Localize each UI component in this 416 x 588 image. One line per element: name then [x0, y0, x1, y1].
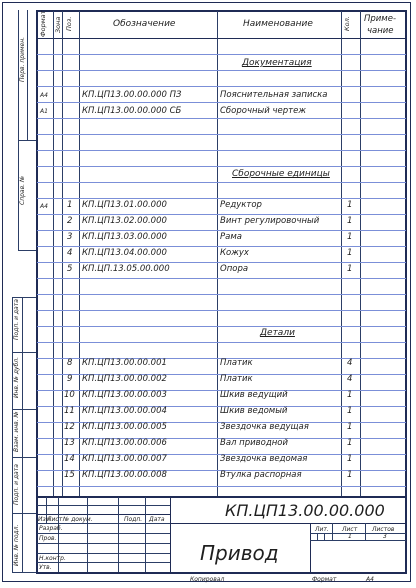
part-row-5-qty: 1	[347, 422, 353, 432]
stamp-col-ndokum	[87, 497, 88, 572]
lit-label: Лит.	[315, 526, 329, 533]
side-strip-bottom	[12, 572, 36, 573]
row-line	[37, 102, 406, 103]
section-parts: Детали	[260, 328, 295, 338]
stamp-label-ndokum: № докум.	[63, 516, 93, 523]
row-line	[37, 118, 406, 119]
part-row-1-qty: 4	[347, 358, 353, 368]
row-line	[37, 230, 406, 231]
part-row-1-name: Платик	[220, 358, 253, 368]
doc-title: Привод	[200, 541, 279, 565]
row-line	[37, 166, 406, 167]
asm-row-1-designation: КП.ЦП13.01.00.000	[82, 200, 167, 210]
side-strip-sep-1	[12, 352, 36, 353]
side-label-inv-podl: Инв. № подл.	[13, 524, 20, 566]
side-strip-upper-bottom	[18, 140, 36, 141]
side-strip-lower-mid	[22, 297, 23, 573]
stamp-row-1	[37, 523, 170, 524]
list-value: 1	[348, 533, 352, 540]
lit-box-values	[310, 540, 406, 541]
row-line	[37, 310, 406, 311]
side-strip-sep-4	[12, 513, 36, 514]
lit-box-left	[310, 523, 311, 573]
asm-row-4-name: Кожух	[220, 248, 249, 258]
doc-row-1-name: Пояснительная записка	[220, 90, 328, 100]
asm-row-1-name: Редуктор	[220, 200, 262, 210]
title-block-stamp-head	[37, 514, 170, 515]
col-line-format	[53, 11, 54, 496]
asm-row-2-name: Винт регулировочный	[220, 216, 320, 226]
sheet-edge-right	[410, 2, 411, 582]
title-block-top	[37, 496, 406, 498]
part-row-4-name: Шкив ведомый	[220, 406, 288, 416]
asm-row-2-designation: КП.ЦП13.02.00.000	[82, 216, 167, 226]
frame-left	[36, 10, 38, 573]
side-strip-upper-mid	[27, 10, 28, 140]
section-assemblies: Сборочные единицы	[232, 169, 330, 179]
row-line	[37, 262, 406, 263]
header-designation: Обозначение	[113, 19, 176, 29]
asm-row-3-qty: 1	[347, 232, 353, 242]
stamp-row-3	[37, 543, 170, 544]
asm-row-3-pos: 3	[67, 232, 73, 242]
part-row-2-designation: КП.ЦП13.00.00.002	[82, 374, 167, 384]
doc-row-1-designation: КП.ЦП13.00.00.000 ПЗ	[82, 90, 182, 100]
stamp-label-podp: Подп.	[124, 516, 143, 523]
part-row-6-pos: 13	[64, 438, 75, 448]
frame-right	[405, 10, 407, 573]
col-line-qty	[360, 11, 361, 496]
part-row-6-qty: 1	[347, 438, 353, 448]
part-row-3-name: Шкив ведущий	[220, 390, 288, 400]
part-row-6-designation: КП.ЦП13.00.00.006	[82, 438, 167, 448]
side-label-podp-data-2: Подп. и дата	[13, 464, 20, 505]
part-row-8-qty: 1	[347, 470, 353, 480]
stamp-row-2	[37, 533, 170, 534]
lit-box-col-2	[365, 523, 366, 540]
side-strip-sep-3	[12, 457, 36, 458]
row-line	[37, 214, 406, 215]
side-strip-sep-2	[12, 409, 36, 410]
asm-row-4-designation: КП.ЦП13.04.00.000	[82, 248, 167, 258]
asm-row-5-name: Опора	[220, 264, 249, 274]
part-row-4-designation: КП.ЦП13.00.00.004	[82, 406, 167, 416]
part-row-6-name: Вал приводной	[220, 438, 289, 448]
stamp-nkontr: Н.контр.	[39, 555, 66, 562]
part-row-8-designation: КП.ЦП13.00.00.008	[82, 470, 167, 480]
row-line	[37, 342, 406, 343]
row-line	[37, 246, 406, 247]
stamp-col-podp	[118, 497, 119, 572]
stamp-label-list: Лист	[47, 516, 63, 523]
stamp-prov: Пров.	[39, 535, 57, 542]
part-row-1-designation: КП.ЦП13.00.00.001	[82, 358, 167, 368]
part-row-7-name: Звездочка ведомая	[220, 454, 308, 464]
doc-row-1-format: А4	[40, 92, 48, 99]
part-row-5-pos: 12	[64, 422, 75, 432]
footer-format-label: Формат	[312, 576, 337, 583]
doc-row-2-designation: КП.ЦП13.00.00.000 СБ	[82, 106, 182, 116]
part-row-4-qty: 1	[347, 406, 353, 416]
asm-row-1-pos: 1	[67, 200, 73, 210]
asm-row-3-name: Рама	[220, 232, 242, 242]
frame-bottom	[36, 572, 407, 574]
stamp-razrab: Разраб.	[39, 525, 63, 532]
footer-format-value: А4	[366, 576, 374, 583]
stamp-label-izm: Изм	[38, 516, 51, 523]
part-row-8-name: Втулка распорная	[220, 470, 302, 480]
part-row-8-pos: 15	[64, 470, 75, 480]
header-bottom-line	[37, 38, 406, 39]
listov-label: Листов	[372, 526, 395, 533]
header-note-line2: чание	[367, 26, 394, 36]
header-zone: Зона	[54, 16, 62, 33]
lit-box-col-1	[332, 523, 333, 540]
stamp-row-4	[37, 553, 170, 554]
part-row-3-designation: КП.ЦП13.00.00.003	[82, 390, 167, 400]
sheet-edge-top	[2, 2, 411, 3]
header-format: Формат	[39, 10, 47, 37]
listov-value: 3	[383, 533, 387, 540]
asm-row-4-qty: 1	[347, 248, 353, 258]
side-label-podp-data-1: Подп. и дата	[13, 299, 20, 340]
row-line	[37, 486, 406, 487]
side-label-sprav: Справ. №	[19, 175, 26, 205]
side-label-perv-primen: Перв. примен.	[19, 36, 26, 82]
part-row-7-pos: 14	[64, 454, 75, 464]
header-name: Наименование	[243, 19, 313, 29]
stamp-row-5	[37, 562, 170, 563]
header-pos: Поз.	[65, 16, 73, 31]
col-line-zone	[62, 11, 63, 496]
asm-row-5-designation: КП.ЦП.13.05.00.000	[82, 264, 170, 274]
stamp-label-data: Дата	[149, 516, 165, 523]
list-label: Лист	[342, 526, 358, 533]
row-line	[37, 326, 406, 327]
part-row-3-qty: 1	[347, 390, 353, 400]
row-line	[37, 182, 406, 183]
asm-row-1-qty: 1	[347, 200, 353, 210]
row-line	[37, 198, 406, 199]
section-documentation: Документация	[242, 58, 312, 68]
row-line	[37, 278, 406, 279]
side-strip-lower-top	[12, 297, 36, 298]
header-note-line1: Приме-	[364, 14, 397, 24]
title-block-stamp-line	[37, 505, 170, 506]
asm-row-1-format: А4	[40, 203, 48, 210]
doc-row-2-name: Сборочный чертеж	[220, 106, 306, 116]
part-row-7-designation: КП.ЦП13.00.00.007	[82, 454, 167, 464]
side-label-inv-dubl: Инв. № дубл.	[13, 356, 20, 398]
lit-cell-1	[317, 533, 318, 540]
row-line	[37, 54, 406, 55]
part-row-2-qty: 4	[347, 374, 353, 384]
col-line-pos	[79, 11, 80, 496]
side-label-vzam-inv: Взам. инв. №	[13, 411, 20, 452]
asm-row-3-designation: КП.ЦП13.03.00.000	[82, 232, 167, 242]
title-block-code-bottom	[170, 523, 406, 524]
frame-top	[36, 10, 406, 12]
row-line	[37, 150, 406, 151]
row-line	[37, 70, 406, 71]
asm-row-5-pos: 5	[67, 264, 73, 274]
row-line	[37, 134, 406, 135]
doc-code: КП.ЦП13.00.00.000	[225, 501, 385, 520]
lit-cell-2	[324, 533, 325, 540]
stamp-utv: Утв.	[39, 564, 52, 571]
row-line	[37, 86, 406, 87]
part-row-1-pos: 8	[67, 358, 73, 368]
header-qty: Кол.	[343, 16, 351, 31]
asm-row-4-pos: 4	[67, 248, 73, 258]
col-line-designation	[217, 11, 218, 496]
doc-row-2-format: А1	[40, 108, 48, 115]
part-row-3-pos: 10	[64, 390, 75, 400]
part-row-5-name: Звездочка ведущая	[220, 422, 309, 432]
asm-row-2-pos: 2	[67, 216, 73, 226]
asm-row-2-qty: 1	[347, 216, 353, 226]
sheet-edge-left	[2, 2, 3, 582]
asm-row-5-qty: 1	[347, 264, 353, 274]
col-line-name	[341, 11, 342, 496]
title-block-divider	[170, 497, 171, 572]
part-row-7-qty: 1	[347, 454, 353, 464]
part-row-4-pos: 11	[64, 406, 75, 416]
part-row-2-pos: 9	[67, 374, 73, 384]
footer-kopiroval: Копировал	[190, 576, 225, 583]
row-line	[37, 294, 406, 295]
part-row-2-name: Платик	[220, 374, 253, 384]
side-strip-mid-bottom	[18, 250, 36, 251]
stamp-col-data	[145, 497, 146, 572]
part-row-5-designation: КП.ЦП13.00.00.005	[82, 422, 167, 432]
